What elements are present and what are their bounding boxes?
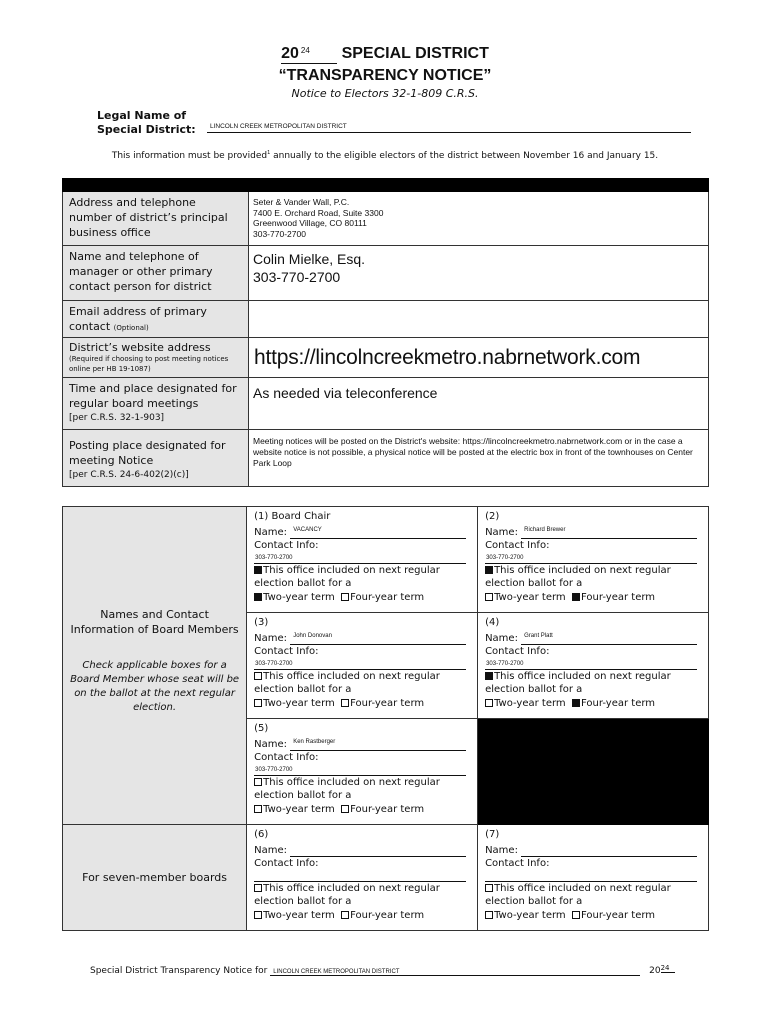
- member-name-row: Name: $^{Grant Platt}$: [485, 630, 702, 646]
- board-member-4: [478, 613, 709, 719]
- board-side-panel: [63, 507, 247, 825]
- ballot-line2: election ballot for a: [485, 684, 583, 695]
- member-contact-label: Contact Info:: [485, 858, 550, 869]
- board-row-4: [63, 825, 709, 931]
- footer-year: 2024: [649, 966, 674, 976]
- ballot-row: This office included on next regular: [485, 882, 702, 896]
- ballot-line2: election ballot for a: [254, 578, 352, 589]
- member-heading: (2): [485, 511, 500, 522]
- ballot-row: This office included on next regular: [254, 564, 471, 578]
- table-header-bar: [63, 179, 709, 192]
- member-name-field[interactable]: Ken Rastberger: [290, 736, 466, 752]
- ballot-row: This office included on next regular: [254, 882, 471, 896]
- term-row: Two-year term Four-year term: [485, 591, 702, 605]
- term-row: Two-year term Four-year term: [485, 697, 702, 711]
- member-heading: (6): [254, 829, 269, 840]
- ballot-checkbox[interactable]: [254, 884, 262, 892]
- four-year-checkbox[interactable]: [341, 699, 349, 707]
- member-contact-field[interactable]: 303-770-2700: [485, 659, 697, 670]
- posting-label: Posting place designated for meeting Notice [per C.R.S. 24-6-402(2)(c)]: [63, 430, 249, 487]
- intro-text: This information must be provided$^1$ annually to the eligible electors of the district between November 16 and January 15.: [111, 150, 659, 161]
- notice-title-line2: “TRANSPARENCY NOTICE”: [278, 67, 492, 84]
- member-name-field[interactable]: [521, 842, 697, 858]
- website-label: District’s website address (Required if choosing to post meeting notices online per HB 19-1087): [63, 338, 249, 378]
- member-name-field[interactable]: John Donovan: [290, 630, 466, 646]
- board-members-table: [62, 506, 709, 931]
- posting-row: [63, 430, 709, 487]
- member-heading: (4): [485, 617, 500, 628]
- website-value[interactable]: https://lincolncreekmetro.nabrnetwork.com: [249, 338, 709, 378]
- manager-row: [63, 246, 709, 301]
- ballot-checkbox[interactable]: [254, 778, 262, 786]
- member-name-row: Name:: [485, 842, 702, 858]
- district-info-table: [62, 178, 709, 487]
- ballot-checkbox[interactable]: [485, 672, 493, 680]
- member-contact-field[interactable]: 303-770-2700: [254, 553, 466, 564]
- term-row: Two-year term Four-year term: [254, 697, 471, 711]
- ballot-line2: election ballot for a: [254, 896, 352, 907]
- board-member-1: [247, 507, 478, 613]
- page-footer: [90, 964, 675, 976]
- board-row-1: [63, 507, 709, 613]
- member-contact-label: Contact Info:: [254, 752, 319, 763]
- seven-member-label: For seven-member boards: [63, 825, 247, 931]
- member-contact-label: Contact Info:: [485, 646, 550, 657]
- member-heading: (5): [254, 723, 269, 734]
- footer-district: LINCOLN CREEK METROPOLITAN DISTRICT: [270, 969, 640, 976]
- meetings-value[interactable]: As needed via teleconference: [249, 378, 709, 430]
- office-row: [63, 192, 709, 246]
- member-name-row: Name:: [254, 842, 471, 858]
- manager-label: Name and telephone of manager or other primary contact person for district: [63, 246, 249, 301]
- four-year-checkbox[interactable]: [572, 699, 580, 707]
- board-member-5: [247, 719, 478, 825]
- board-member-7: [478, 825, 709, 931]
- office-value[interactable]: Seter & Vander Wall, P.C. 7400 E. Orchard Road, Suite 3300 Greenwood Village, CO 80111 303-770-2700: [249, 192, 709, 246]
- member-name-field[interactable]: Richard Brewer: [521, 524, 697, 540]
- term-row: Two-year term Four-year term: [485, 909, 702, 923]
- member-name-field[interactable]: Grant Platt: [521, 630, 697, 646]
- member-name-row: Name: $^{VACANCY}$: [254, 524, 471, 540]
- ballot-checkbox[interactable]: [254, 566, 262, 574]
- manager-value[interactable]: Colin Mielke, Esq. 303-770-2700: [249, 246, 709, 301]
- notice-subtitle: Notice to Electors 32-1-809 C.R.S.: [291, 87, 479, 100]
- website-row: [63, 338, 709, 378]
- board-side-title: Names and Contact Information of Board Members: [70, 608, 239, 636]
- blacked-out-cell: [478, 719, 709, 825]
- email-label: Email address of primary contact (Optional): [63, 301, 249, 338]
- four-year-checkbox[interactable]: [572, 911, 580, 919]
- ballot-line2: election ballot for a: [254, 790, 352, 801]
- ballot-checkbox[interactable]: [254, 672, 262, 680]
- board-member-2: [478, 507, 709, 613]
- member-name-row: Name: $^{Ken Rastberger}$: [254, 736, 471, 752]
- member-heading: (7): [485, 829, 500, 840]
- email-row: [63, 301, 709, 338]
- member-contact-field[interactable]: 303-770-2700: [254, 765, 466, 776]
- member-name-field[interactable]: VACANCY: [290, 524, 466, 540]
- four-year-checkbox[interactable]: [341, 593, 349, 601]
- ballot-checkbox[interactable]: [485, 884, 493, 892]
- ballot-line2: election ballot for a: [254, 684, 352, 695]
- four-year-checkbox[interactable]: [341, 911, 349, 919]
- board-member-6: [247, 825, 478, 931]
- member-heading: (3): [254, 617, 269, 628]
- member-contact-field[interactable]: [485, 871, 697, 882]
- footer-label: Special District Transparency Notice for: [90, 966, 268, 976]
- meetings-row: [63, 378, 709, 430]
- year-field: 20 $^{24}$: [281, 45, 337, 64]
- legal-name-field[interactable]: LINCOLN CREEK METROPOLITAN DISTRICT: [207, 121, 691, 133]
- legal-name-label: Legal Name of Special District:: [97, 109, 196, 136]
- two-year-checkbox[interactable]: [254, 699, 262, 707]
- member-contact-field[interactable]: 303-770-2700: [485, 553, 697, 564]
- ballot-row: This office included on next regular: [254, 670, 471, 684]
- two-year-checkbox[interactable]: [254, 593, 262, 601]
- member-contact-label: Contact Info:: [254, 540, 319, 551]
- member-contact-label: Contact Info:: [254, 646, 319, 657]
- meetings-label: Time and place designated for regular board meetings [per C.R.S. 32-1-903]: [63, 378, 249, 430]
- ballot-row: This office included on next regular: [254, 776, 471, 790]
- two-year-checkbox[interactable]: [254, 805, 262, 813]
- four-year-checkbox[interactable]: [572, 593, 580, 601]
- two-year-checkbox[interactable]: [254, 911, 262, 919]
- member-contact-label: Contact Info:: [254, 858, 319, 869]
- title-text: SPECIAL DISTRICT: [341, 45, 489, 62]
- member-heading: (1) Board Chair: [254, 511, 331, 522]
- member-contact-field[interactable]: 303-770-2700: [254, 659, 466, 670]
- member-contact-label: Contact Info:: [485, 540, 550, 551]
- term-row: Two-year term Four-year term: [254, 591, 471, 605]
- member-name-row: Name: $^{John Donovan}$: [254, 630, 471, 646]
- ballot-checkbox[interactable]: [485, 566, 493, 574]
- board-side-note: Check applicable boxes for a Board Member whose seat will be on the ballot at the next regular election.: [70, 660, 240, 713]
- two-year-checkbox[interactable]: [485, 699, 493, 707]
- ballot-row: This office included on next regular: [485, 670, 702, 684]
- four-year-checkbox[interactable]: [341, 805, 349, 813]
- member-name-field[interactable]: [290, 842, 466, 858]
- email-value[interactable]: [249, 301, 709, 338]
- two-year-checkbox[interactable]: [485, 911, 493, 919]
- board-member-3: [247, 613, 478, 719]
- posting-value[interactable]: Meeting notices will be posted on the District's website: https://lincolncreekmetro.nabrnetwork.com or in the case a website notice is not possible, a physical notice will be posted at the electric box in front of the townhouses on Center Park Loop: [249, 430, 709, 487]
- ballot-line2: election ballot for a: [485, 896, 583, 907]
- member-name-row: Name: $^{Richard Brewer}$: [485, 524, 702, 540]
- term-row: Two-year term Four-year term: [254, 803, 471, 817]
- office-label: Address and telephone number of district’s principal business office: [63, 192, 249, 246]
- ballot-row: This office included on next regular: [485, 564, 702, 578]
- ballot-line2: election ballot for a: [485, 578, 583, 589]
- two-year-checkbox[interactable]: [485, 593, 493, 601]
- term-row: Two-year term Four-year term: [254, 909, 471, 923]
- member-contact-field[interactable]: [254, 871, 466, 882]
- notice-title: [0, 45, 770, 64]
